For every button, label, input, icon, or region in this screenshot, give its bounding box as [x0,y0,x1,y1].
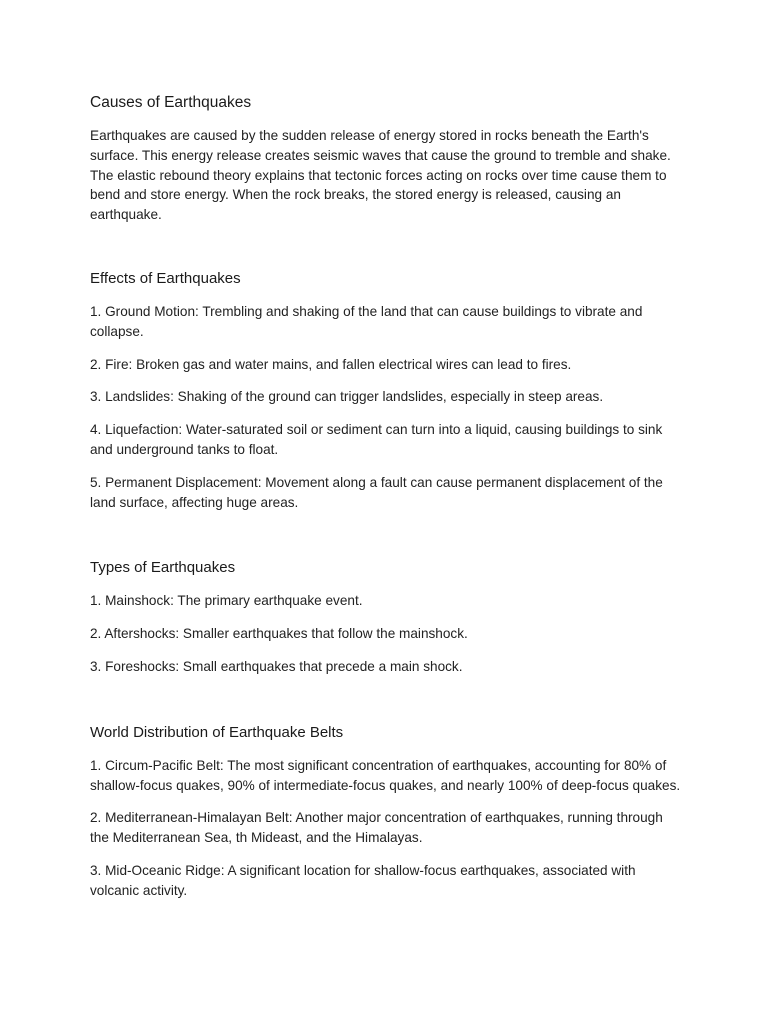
distribution-heading: World Distribution of Earthquake Belts [90,723,344,741]
effects-item-fire: 2. Fire: Broken gas and water mains, and fallen electrical wires can lead to fires. [90,356,572,372]
distribution-item-mid-oceanic-ridge: 3. Mid-Oceanic Ridge: A significant location for shallow-focus earthquakes, associated with volcanic activity. [90,862,636,898]
effects-item-liquefaction: 4. Liquefaction: Water-saturated soil or sediment can turn into a liquid, causing buildings to sink and underground tanks to float. [90,422,663,457]
types-section [90,558,682,676]
types-heading: Types of Earthquakes [90,559,236,577]
section-spacer [90,525,682,558]
effects-item-landslides: 3. Landslides: Shaking of the ground can trigger landslides, especially in steep areas. [90,389,604,405]
types-item-foreshocks: 3. Foreshocks: Small earthquakes that precede a main shock. [90,658,463,674]
types-item-mainshock: 1. Mainshock: The primary earthquake event. [90,593,363,609]
types-item-aftershocks: 2. Aftershocks: Smaller earthquakes that follow the mainshock. [90,626,468,642]
distribution-item-mediterranean-himalayan: 2. Mediterranean-Himalayan Belt: Another major concentration of earthquakes, running through the Mediterranean Sea, th Mideast, and the Himalayas. [90,810,663,846]
distribution-item-circum-pacific: 1. Circum-Pacific Belt: The most significant concentration of earthquakes, accounting for 80% of shallow-focus quakes, 90% of intermediate-focus quakes, and nearly 100% of deep-focus quakes. [90,757,681,793]
effects-section [90,269,682,512]
effects-item-permanent-displacement: 5. Permanent Displacement: Movement along a fault can cause permanent displacement of the land surface, affecting huge areas. [90,474,663,510]
causes-heading: Causes of Earthquakes [90,94,252,111]
effects-item-ground-motion: 1. Ground Motion: Trembling and shaking of the land that can cause buildings to vibrate and collapse. [90,303,643,339]
document-page [90,93,682,914]
section-spacer [90,690,682,723]
distribution-section [90,723,682,901]
causes-paragraph: Earthquakes are caused by the sudden release of energy stored in rocks beneath the Earth's surface. This energy release creates seismic waves that cause the ground to tremble and shake. The elastic rebound theory explains that tectonic forces acting on rocks over time cause them to bend and store energy. When the rock breaks, the stored energy is released, causing an earthquake. [90,128,671,223]
effects-heading: Effects of Earthquakes [90,269,241,287]
